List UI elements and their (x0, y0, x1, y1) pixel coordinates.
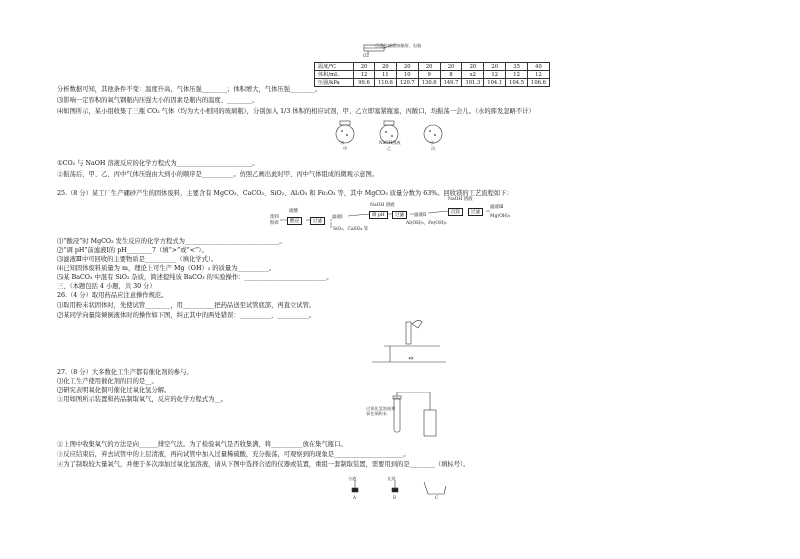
flow-filtrate-3: 滤液Ⅲ (490, 205, 504, 210)
table-cell: x2 (462, 71, 484, 79)
jar-label-1: 甲 (343, 146, 348, 151)
table-cell: 9 (418, 71, 440, 79)
text-line: 分析数据可知，其他条件不变：温度升高，气体压强________；体积增大，气体压强________。 (57, 86, 322, 93)
section-heading: 三、（本题包括 4 小题，共 30 分） (57, 283, 156, 290)
text-line: ⑸某 BaCO₃ 中混有 SiO₂ 杂质，简述提纯该 BaCO₃ 的实验操作：__________________________。 (57, 274, 333, 281)
text-line: ④为了制取较大量氧气，并便于多次添加过氧化氢溶液，请从下图中选择合适的仪器或装置，重组一套制取装置，需要用到的是________（填标号）。 (57, 461, 470, 468)
text-line: ③反应结束后，弃去试管中的上层清液，再向试管中加入过量稀硫酸，充分振荡，可观察到的现象是______________________。 (57, 451, 410, 458)
flow-acid: 硫酸 (289, 209, 298, 214)
table-cell: 12 (354, 71, 375, 79)
cylinder-pouring-figure (370, 318, 450, 366)
flow-step-acid: 酸浸 (287, 217, 302, 225)
text-line: ⑵某同学向量筒倾倒液体时的操作如下图，纠正其中的两处错误：__________，__________。 (57, 312, 316, 319)
table-cell: 10 (396, 71, 418, 79)
sensor-figure-o2-label: O2 (363, 53, 370, 58)
flow-filtrate-1: 滤液Ⅰ (332, 215, 343, 220)
flow-naoh-1: NaOH 溶液 (370, 203, 395, 208)
sensor-figure-caption: 一压强传感器接触屏、电脑 (371, 43, 422, 48)
table-cell: 110.6 (375, 79, 397, 87)
flow-step-filter-1: 过滤 (310, 217, 325, 225)
table-cell: 35 (506, 63, 528, 71)
equipment-label-c: C (435, 495, 439, 500)
text-line: ⑶滤液Ⅲ中可回收的主要物质是__________（填化学式）。 (57, 256, 218, 263)
text-line: ①用如图所示装置和药品制取氧气，反应的化学方程式为__。 (57, 396, 228, 403)
text-line: ⑴化工生产使用催化剂的目的是__。 (57, 378, 158, 385)
flow-product: Mg(OH)₂ (490, 214, 511, 219)
question-26-stem: 26.（4 分）取用药品应注意操作规范。 (57, 292, 168, 299)
table-cell: 130.6 (418, 79, 440, 87)
equipment-name-a: 分液 (348, 476, 357, 481)
table-row (315, 71, 550, 79)
table-cell: 99.6 (354, 79, 375, 87)
oxygen-apparatus-figure (390, 392, 440, 440)
flow-solid-2: Al(OH)₃，Fe(OH)₃ (406, 221, 447, 226)
table-cell: 104.1 (484, 79, 506, 87)
question-27-stem: 27.（8 分）大多数化工生产都有催化剂的参与。 (57, 369, 193, 376)
flow-step-adjust: 调 pH (369, 211, 388, 219)
table-row-header: 体积/mL (315, 71, 354, 79)
table-cell: 101.3 (462, 79, 484, 87)
equipment-name-b: 长颈 (387, 476, 396, 481)
table-cell: 20 (354, 63, 375, 71)
text-line: ①CO₂ 与 NaOH 溶液反应的化学方程式为________________________。 (57, 160, 259, 167)
jar-label-3: 丙 (431, 146, 436, 151)
flow-filtrate-2: 滤液Ⅱ (414, 213, 427, 218)
table-row-header: 温度/℃ (315, 63, 354, 71)
jar-reagent-3: 水 (430, 140, 435, 145)
table-cell: 12 (484, 71, 506, 79)
table-cell: 11 (375, 71, 397, 79)
table-cell: 40 (528, 63, 550, 71)
text-line: ⑵“调 pH”前滤液Ⅰ的 pH________7（填“>”或“<”）。 (57, 247, 208, 254)
flow-naoh-2: NaOH 溶液 (448, 197, 473, 202)
table-cell: 20 (396, 63, 418, 71)
flow-solid-1: SiO₂，CaSO₄ 等 (333, 227, 369, 232)
pressure-table (314, 62, 550, 87)
flow-arrows (280, 204, 510, 234)
text-line: ⑶影响一定容积的氧气钢瓶内压强大小的因素是瓶内的温度、________。 (57, 97, 259, 104)
text-line: ⑴取用粉末状固体时，先使试管________，用__________把药品送至试管底部，再直立试管。 (57, 302, 316, 309)
text-line: ⑷已知固体废料质量为 m，理论上可生产 Mg（OH）₂ 的质量为__________。 (57, 265, 276, 272)
table-cell: 106.6 (528, 79, 550, 87)
table-row (315, 63, 550, 71)
table-cell: 149.7 (440, 79, 462, 87)
jar-reagent-2: NaOH溶液 (379, 140, 401, 145)
table-cell: 20 (484, 63, 506, 71)
table-cell: 120.7 (396, 79, 418, 87)
flow-step-precip: 沉镁 (448, 208, 463, 216)
equipment-label-a: A (353, 495, 357, 500)
table-cell: 12 (506, 71, 528, 79)
table-cell: 20 (440, 63, 462, 71)
table-cell: 104.5 (506, 79, 528, 87)
table-row-header: 压强/kPa (315, 79, 354, 87)
question-25-stem: 25.（8 分）某工厂生产硼砂产生的固体废料，主要含有 MgCO₃、CaCO₃、SiO₂、Al₂O₃ 和 Fe₂O₃ 等，其中 MgCO₃ 质量分数为 63%。回收镁的工艺流程如下： (57, 190, 513, 197)
text-line: ⑴“酸浸”时 MgCO₃ 发生反应的化学方程式为______________________________。 (57, 238, 286, 245)
jar-label-2: 乙 (387, 146, 392, 151)
flow-step-filter-2: 过滤 (392, 211, 407, 219)
flow-step-filter-3: 过滤 (468, 208, 483, 216)
text-line: ②振荡后，甲、乙、丙中气体压强由大到小的顺序是__________。仿照乙画出此时甲、丙中气体组成的微观示意图。 (57, 171, 379, 178)
text-line: ②上图中收集氧气的方法是向______排空气法。为了检验氧气是否收集满，将__________放在集气瓶口。 (57, 441, 347, 448)
equipment-label-b: B (393, 495, 397, 500)
table-cell: 20 (462, 63, 484, 71)
table-cell: 20 (418, 63, 440, 71)
text-line: ⑵研究表明氧化铜可催化过氧化氢分解。 (57, 387, 171, 394)
table-cell: 20 (375, 63, 397, 71)
table-cell: 12 (528, 71, 550, 79)
table-row (315, 79, 550, 87)
apparatus-caption: 过氧化氢溶液和氧化铜粉末 (366, 406, 396, 416)
flow-feed-2: 粉碎 (270, 221, 279, 226)
jar-reagent-1: 水 (340, 140, 345, 145)
text-line: ⑷如图所示，某小组收集了三瓶 CO₂ 气体（均为大小相同的玻璃瓶），分别加入 1/3 体积的相应试剂，甲、乙立即塞紧瓶塞，丙敞口，均振荡一会儿。（水的挥发忽略不计） (57, 108, 535, 115)
table-cell: 8 (440, 71, 462, 79)
flow-feed: 废料 (270, 215, 279, 220)
